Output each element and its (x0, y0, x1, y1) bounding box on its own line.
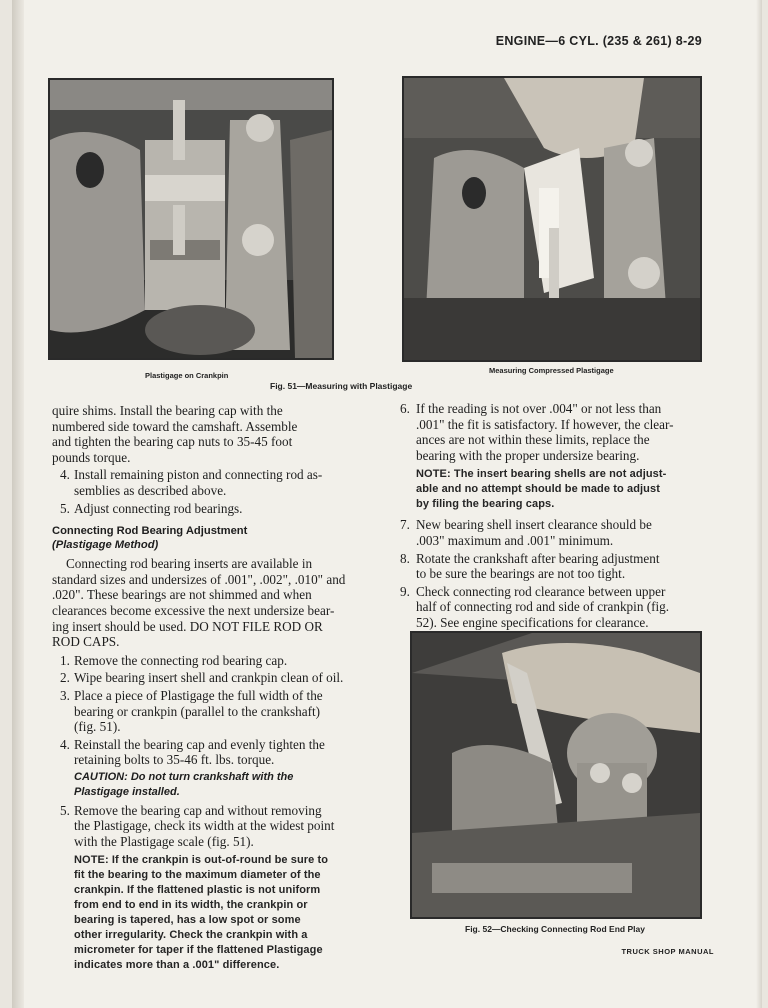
left-column (52, 403, 370, 973)
step-wipe-clean (52, 670, 370, 686)
note-out-of-round (74, 853, 370, 973)
note-text: fit the bearing to the maximum diameter of the (74, 868, 321, 881)
step-number: 4. (60, 736, 70, 752)
step-text: bearing with the proper undersize bearing. (416, 447, 640, 463)
note-text: crankpin. If the flattened plastic is not uniform (74, 883, 321, 896)
manual-page (12, 0, 762, 1008)
step-number: 5. (60, 500, 70, 516)
step-number: 8. (400, 550, 410, 566)
caution-text: CAUTION: Do not turn crankshaft with the (74, 770, 294, 783)
step-number: 1. (60, 652, 70, 668)
step-reading-check (394, 401, 722, 512)
step-text: (fig. 51). (74, 719, 121, 735)
step-text: If the reading is not over .004" or not less than (416, 401, 662, 416)
note-text: able and no attempt should be made to adjust (416, 483, 660, 496)
page-footer: TRUCK SHOP MANUAL (621, 947, 714, 956)
photo-checking-rod-end-play (410, 631, 702, 919)
page-header: ENGINE—6 CYL. (235 & 261) 8-29 (495, 34, 702, 48)
note-text: other irregularity. Check the crankpin with a (74, 928, 308, 941)
fig51-title: Fig. 51—Measuring with Plastigage (270, 381, 413, 391)
step-text: Check connecting rod clearance between upper (416, 583, 666, 599)
section-subheading: (Plastigage Method) (52, 539, 159, 552)
step-text: Wipe bearing insert shell and crankpin clean of oil. (74, 670, 344, 686)
note-text: by filing the bearing caps. (416, 498, 555, 511)
step-remove-cap (52, 653, 370, 669)
intro-l2: standard sizes and undersizes of .001", .002", .010" and (52, 571, 346, 587)
step-number: 5. (60, 802, 70, 818)
intro-l5: ing insert should be used. DO NOT FILE ROD OR (52, 618, 323, 634)
step-adjust-bearings (52, 501, 370, 517)
step-text: .001" the fit is satisfactory. If however, the clear- (416, 416, 674, 432)
intro-l1: Connecting rod bearing inserts are available in (66, 556, 313, 572)
note-text: bearing is tapered, has a low spot or some (74, 913, 301, 926)
step-text: ances are not within these limits, replace the (416, 432, 650, 448)
step-text: bearing or crankpin (parallel to the crankshaft) (74, 703, 321, 719)
step-text: to be sure the bearings are not too tight. (416, 566, 626, 582)
page-binding-shadow (12, 0, 24, 1008)
note-text: NOTE: If the crankpin is out-of-round be sure to (74, 853, 329, 866)
step-text: 52). See engine specifications for clearance. (416, 614, 649, 630)
step-number: 9. (400, 583, 410, 599)
fig51-caption-left: Plastigage on Crankpin (145, 371, 229, 380)
caution-text: Plastigage installed. (74, 785, 180, 798)
step-text: retaining bolts to 35-46 ft. lbs. torque. (74, 752, 275, 768)
step-install-remaining (52, 467, 370, 498)
step-text: Adjust connecting rod bearings. (74, 500, 243, 516)
step-number: 2. (60, 670, 70, 686)
section-heading: Connecting Rod Bearing Adjustment (52, 525, 248, 538)
fig51-caption-right: Measuring Compressed Plastigage (489, 366, 614, 375)
note-text: from end to end in its width, the crankpin or (74, 898, 308, 911)
right-column (394, 401, 722, 631)
intro-l6: ROD CAPS. (52, 634, 120, 650)
step-text: with the Plastigage scale (fig. 51). (74, 834, 254, 850)
fig52-title: Fig. 52—Checking Connecting Rod End Play (465, 924, 645, 934)
step-text: .003" maximum and .001" minimum. (416, 532, 614, 548)
step-number: 7. (400, 517, 410, 533)
step-number: 4. (60, 467, 70, 483)
left-para-shims-l3: and tighten the bearing cap nuts to 35-45 foot (52, 434, 293, 450)
step-text: semblies as described above. (74, 482, 227, 498)
step-rotate-crankshaft (394, 551, 722, 582)
step-text: Remove the connecting rod bearing cap. (74, 652, 288, 668)
step-text: Rotate the crankshaft after bearing adjustment (416, 550, 660, 566)
photo-plastigage-on-crankpin (48, 78, 334, 360)
step-text: New bearing shell insert clearance should be (416, 517, 652, 533)
step-new-clearance (394, 517, 722, 548)
step-place-plastigage (52, 688, 370, 735)
intro-l3: .020". These bearings are not shimmed and when (52, 587, 312, 603)
left-para-shims-l1: quire shims. Install the bearing cap with the (52, 403, 283, 418)
step-text: the Plastigage, check its width at the widest point (74, 818, 335, 834)
note-insert-shells (416, 467, 722, 512)
step-text: Reinstall the bearing cap and evenly tighten the (74, 736, 325, 752)
step-text: Remove the bearing cap and without removing (74, 802, 322, 818)
photo-measuring-compressed-plastigage (402, 76, 702, 362)
intro-l4: clearances become excessive the next undersize bear- (52, 602, 335, 618)
step-text: Install remaining piston and connecting rod as- (74, 467, 323, 483)
step-check-rod-clearance (394, 584, 722, 631)
page-edge (756, 0, 762, 1008)
step-number: 6. (400, 401, 410, 416)
step-text: half of connecting rod and side of crankpin (fig. (416, 599, 670, 615)
left-para-shims-l4: pounds torque. (52, 449, 131, 465)
note-text: NOTE: The insert bearing shells are not adjust- (416, 468, 667, 481)
step-number: 3. (60, 687, 70, 703)
step-text: Place a piece of Plastigage the full width of the (74, 687, 323, 703)
note-text: micrometer for taper if the flattened Plastigage (74, 943, 323, 956)
note-text: indicates more than a .001" difference. (74, 958, 280, 971)
step-remove-check (52, 803, 370, 973)
left-para-shims-l2: numbered side toward the camshaft. Assemble (52, 418, 298, 434)
step-reinstall-cap (52, 737, 370, 800)
